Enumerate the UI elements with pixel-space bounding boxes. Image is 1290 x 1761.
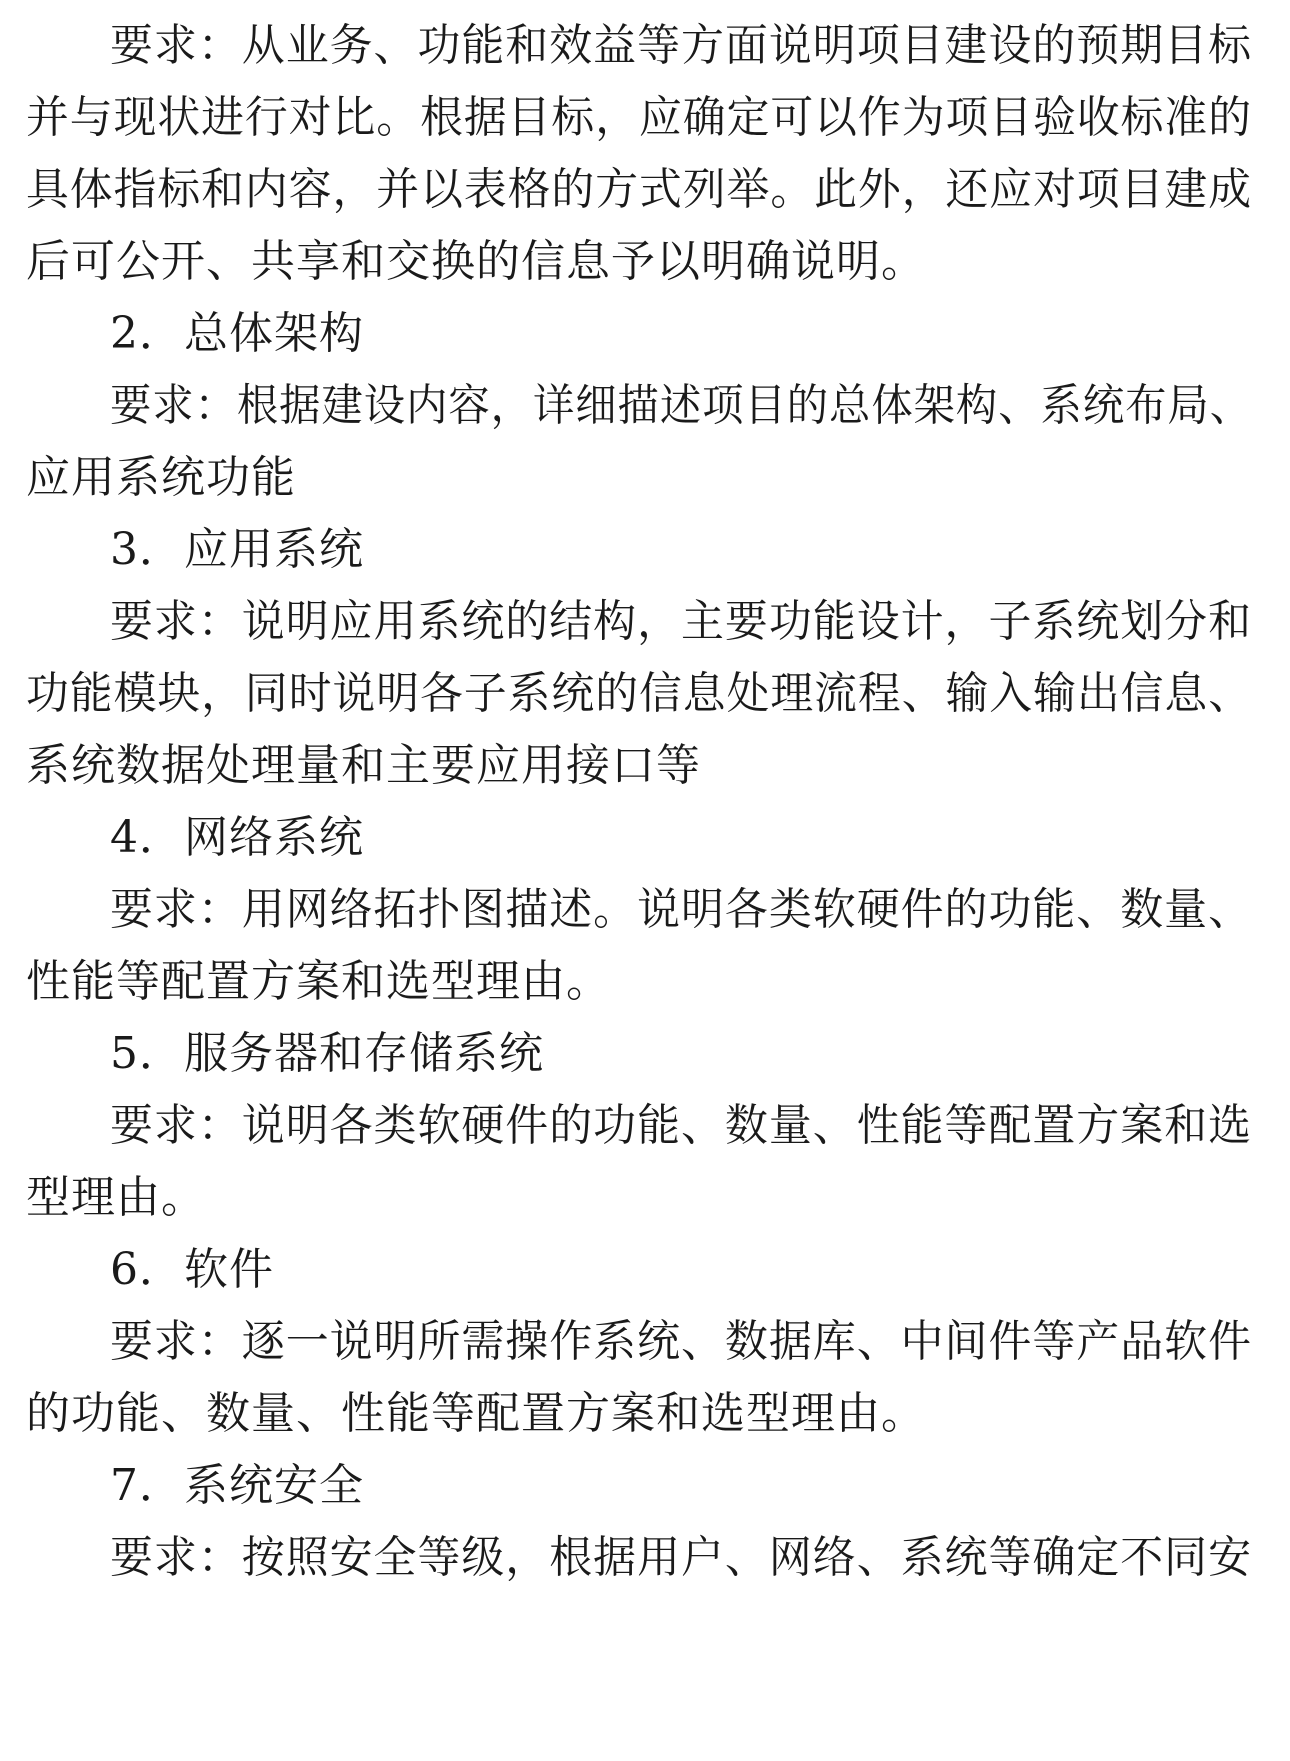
text-line-19: 要求：逐一说明所需操作系统、数据库、中间件等产品软件 <box>110 1316 1252 1367</box>
text-line-14: 性能等配置方案和选型理由。 <box>26 956 611 1007</box>
text-line-20: 的功能、数量、性能等配置方案和选型理由。 <box>26 1388 926 1439</box>
text-line-11: 系统数据处理量和主要应用接口等 <box>26 740 701 791</box>
text-line-2: 并与现状进行对比。根据目标，应确定可以作为项目验收标准的 <box>26 92 1252 143</box>
text-line-3: 具体指标和内容，并以表格的方式列举。此外，还应对项目建成 <box>26 164 1252 215</box>
text-line-4: 后可公开、共享和交换的信息予以明确说明。 <box>26 236 926 287</box>
text-line-10: 功能模块，同时说明各子系统的信息处理流程、输入输出信息、 <box>26 668 1252 719</box>
section-heading-2: 2．总体架构 <box>110 308 364 359</box>
text-line-22: 要求：按照安全等级，根据用户、网络、系统等确定不同安 <box>110 1532 1252 1583</box>
section-heading-6: 6．软件 <box>110 1244 274 1295</box>
section-heading-7: 7．系统安全 <box>110 1460 364 1511</box>
text-line-13: 要求：用网络拓扑图描述。说明各类软硬件的功能、数量、 <box>110 884 1252 935</box>
text-line-9: 要求：说明应用系统的结构，主要功能设计，子系统划分和 <box>110 596 1252 647</box>
text-line-1: 要求：从业务、功能和效益等方面说明项目建设的预期目标 <box>110 20 1252 71</box>
text-line-17: 型理由。 <box>26 1172 206 1223</box>
text-line-6: 要求：根据建设内容，详细描述项目的总体架构、系统布局、 <box>110 380 1252 431</box>
text-line-7: 应用系统功能 <box>26 452 296 503</box>
text-line-16: 要求：说明各类软硬件的功能、数量、性能等配置方案和选 <box>110 1100 1252 1151</box>
section-heading-4: 4．网络系统 <box>110 812 364 863</box>
section-heading-3: 3．应用系统 <box>110 524 364 575</box>
section-heading-5: 5．服务器和存储系统 <box>110 1028 544 1079</box>
